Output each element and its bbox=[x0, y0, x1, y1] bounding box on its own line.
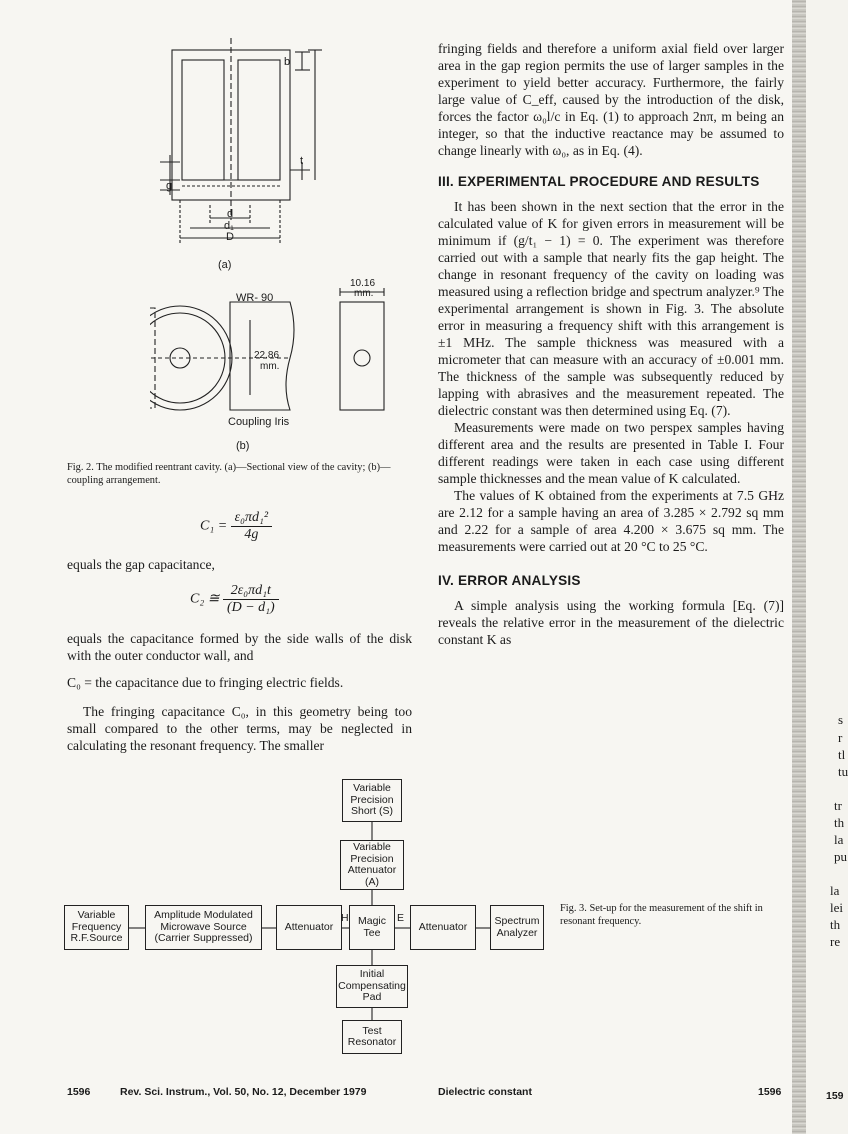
port-h-label: H bbox=[341, 912, 349, 924]
text-c0-definition: C₀ = the capacitance due to fringing electric fields. bbox=[67, 675, 344, 690]
box-attenuator-left: Attenuator bbox=[276, 905, 342, 950]
dim-2286-label: 22.86 bbox=[254, 350, 280, 361]
figure-2-caption: Fig. 2. The modified reentrant cavity. (a)—Sectional view of the cavity; (b)—coupling arrangement. bbox=[67, 462, 391, 486]
box-initial-compensating-pad: Initial Compensating Pad bbox=[336, 965, 408, 1008]
page-binding-edge bbox=[792, 0, 806, 1134]
equation-c1-denominator: 4g bbox=[244, 527, 259, 542]
edge-fragment: lei bbox=[830, 900, 843, 915]
fig2-label-a: (a) bbox=[218, 259, 232, 271]
edge-fragment: re bbox=[830, 934, 841, 949]
text-c2-definition: equals the capacitance formed by the side walls of the disk with the outer conductor wall, and bbox=[67, 631, 412, 663]
port-e-label: E bbox=[397, 912, 405, 924]
figure-3-caption: Fig. 3. Set-up for the measurement of the shift in resonant frequency. bbox=[560, 903, 763, 927]
box-attenuator-right: Attenuator bbox=[410, 905, 476, 950]
edge-fragment: la bbox=[834, 832, 844, 847]
section-3-heading: III. EXPERIMENTAL PROCEDURE AND RESULTS bbox=[438, 174, 760, 189]
edge-fragment: th bbox=[830, 917, 841, 932]
running-topic: Dielectric constant bbox=[438, 1086, 532, 1098]
section-4-heading: IV. ERROR ANALYSIS bbox=[438, 573, 581, 588]
journal-citation: Rev. Sci. Instrum., Vol. 50, No. 12, December 1979 bbox=[120, 1086, 367, 1098]
dim-2286-unit: mm. bbox=[260, 361, 280, 372]
dim-b-label: b bbox=[284, 56, 291, 68]
section-3-paragraph-1: It has been shown in the next section that the error in the calculated value of K for given errors in measurement will be minimum if (g/t₁ − 1) = 0. The experiment was therefore carried out with a sample that nearly fits the gap height. The change in resonant frequency of the cavity on loading was measured using a reflection bridge and spectrum analyzer.⁹ The experimental arrangement is shown in Fig. 3. The absolute error in measuring a frequency shift with this arrangement is ±1 MHz. The sample thickness was measured with a micrometer that can measure with an accuracy of ±0.001 mm. The thickness of the sample was subsequently reduced by lapping with abrasives and the measurement repeated. The dielectric constant was then determined using Eq. (7). bbox=[438, 199, 784, 418]
dim-g-label: g bbox=[166, 180, 173, 192]
box-variable-precision-attenuator: Variable Precision Attenuator (A) bbox=[340, 840, 404, 890]
page-number-left: 1596 bbox=[67, 1086, 91, 1098]
edge-fragment: tu bbox=[838, 764, 848, 779]
box-variable-precision-short: Variable Precision Short (S) bbox=[342, 779, 402, 822]
edge-fragment: pu bbox=[834, 849, 847, 864]
dim-d-label: d bbox=[227, 208, 234, 220]
dim-d1-label: d₁ bbox=[224, 220, 234, 232]
edge-fragment: th bbox=[834, 815, 845, 830]
edge-fragment: tl bbox=[838, 747, 846, 762]
waveguide-label: WR- 90 bbox=[236, 292, 274, 304]
adjacent-page bbox=[806, 0, 848, 1134]
box-spectrum-analyzer: Spectrum Analyzer bbox=[490, 905, 544, 950]
section-4-paragraph-1: A simple analysis using the working formula [Eq. (7)] reveals the relative error in the measurement of the dielectric constant K as bbox=[438, 598, 784, 647]
coupling-iris-label: Coupling Iris bbox=[228, 416, 290, 428]
edge-fragment: r bbox=[838, 730, 843, 745]
edge-fragment: la bbox=[830, 883, 840, 898]
section-3-paragraph-2: Measurements were made on two perspex samples having different area and the results are presented in Table I. Four different readings were taken in each case using different sample thicknesses and the mean value of K calculated. bbox=[438, 420, 784, 486]
equation-c1-lhs: C₁ = bbox=[200, 518, 228, 534]
equation-c2-lhs: C₂ ≅ bbox=[190, 591, 220, 607]
text-gap-capacitance: equals the gap capacitance, bbox=[67, 557, 215, 572]
dim-1016-label: 10.16 bbox=[350, 278, 376, 289]
paragraph-fringing-text: The fringing capacitance C₀, in this geometry being too small compared to the other terms, may be neglected in calculating the resonant frequency. The smaller bbox=[67, 704, 412, 753]
box-magic-tee: Magic Tee bbox=[349, 905, 395, 950]
box-rf-source: Variable Frequency R.F.Source bbox=[64, 905, 129, 950]
equation-c2-numerator: 2ε₀πd₁t bbox=[223, 583, 279, 600]
intro-paragraph: fringing fields and therefore a uniform axial field over larger area in the gap region permits the use of larger samples in the experiment to yield better accuracy. Furthermore, the fairly large value of C_eff, caused by the introduction of the disk, forces the factor ω₀l/c in Eq. (1) to approach 2nπ, m being an integer, so that the inductive reactance may be assumed to change linearly with ω₀, as in Eq. (4). bbox=[438, 41, 784, 158]
dim-1016-unit: mm. bbox=[354, 288, 374, 299]
equation-c2-denominator: (D − d₁) bbox=[226, 600, 275, 615]
dim-D-label: D bbox=[226, 231, 234, 243]
dim-t-label: t bbox=[300, 155, 304, 167]
edge-fragment: tr bbox=[834, 798, 842, 813]
page-number-right: 1596 bbox=[758, 1086, 782, 1098]
section-3-paragraph-3: The values of K obtained from the experiments at 7.5 GHz are 2.12 for a sample having an area of 3.285 × 2.792 sq mm and 2.22 for a sample of area 4.200 × 3.675 sq mm. The measurements were carried out at 20 °C to 25 °C. bbox=[438, 488, 784, 554]
fig2-label-b: (b) bbox=[236, 440, 250, 452]
box-am-microwave-source: Amplitude Modulated Microwave Source (Carrier Suppressed) bbox=[145, 905, 262, 950]
equation-c1-numerator: ε₀πd₁² bbox=[231, 510, 272, 527]
box-test-resonator: Test Resonator bbox=[342, 1020, 402, 1054]
edge-fragment: s bbox=[838, 712, 844, 727]
next-page-number: 159 bbox=[826, 1090, 844, 1102]
